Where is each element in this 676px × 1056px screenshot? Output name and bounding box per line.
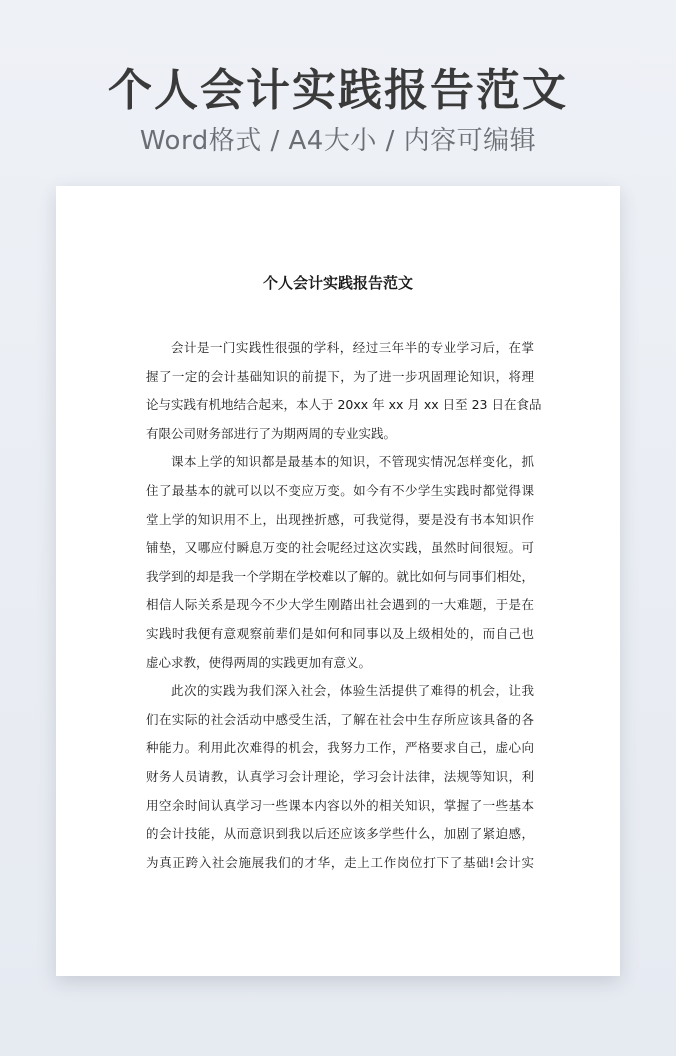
paragraph [146,677,534,877]
text-line: 用空余时间认真学习一些课本内容以外的相关知识，掌握了一些基本 [146,797,534,813]
text-line: 有限公司财务部进行了为期两周的专业实践。 [146,425,397,441]
text-line: 铺垫，又哪应付瞬息万变的社会呢经过这次实践，虽然时间很短。可 [146,540,534,556]
banner-subtitle: Word格式 / A4大小 / 内容可编辑 [139,126,537,156]
text-line: 相信人际关系是现今不少大学生刚踏出社会遇到的一大难题，于是在 [146,597,534,613]
text-line: 虚心求教，使得两周的实践更加有意义。 [146,654,372,670]
text-line: 种能力。利用此次难得的机会，我努力工作，严格要求自己，虚心向 [146,740,534,756]
document-page [56,186,620,976]
paragraph [146,448,534,677]
text-line: 财务人员请教，认真学习会计理论，学习会计法律，法规等知识，利 [146,768,534,784]
text-line: 住了最基本的就可以以不变应万变。如今有不少学生实践时都觉得课 [146,482,534,498]
paragraph [146,334,542,448]
text-line: 我学到的却是我一个学期在学校难以了解的。就比如何与同事们相处， [146,568,534,584]
text-line: 为真正跨入社会施展我们的才华，走上工作岗位打下了基础!会计实 [146,854,534,870]
text-line: 论与实践有机地结合起来，本人于 20xx 年 xx 月 xx 日至 23 日在食品 [146,397,542,413]
text-line: 的会计技能，从而意识到我以后还应该多学些什么，加剧了紧迫感， [146,826,534,842]
text-line: 实践时我便有意观察前辈们是如何和同事以及上级相处的，而自己也 [146,625,534,641]
banner [0,62,676,158]
document-body [146,334,542,877]
text-line: 会计是一门实践性很强的学科，经过三年半的专业学习后，在掌 [171,340,534,355]
text-line: 握了一定的会计基础知识的前提下，为了进一步巩固理论知识，将理 [146,368,534,384]
document-title: 个人会计实践报告范文 [262,274,413,292]
text-line: 课本上学的知识都是最基本的知识，不管现实情况怎样变化，抓 [171,454,534,470]
banner-title: 个人会计实践报告范文 [108,65,568,116]
text-line: 们在实际的社会活动中感受生活，了解在社会中生存所应该具备的各 [146,711,534,727]
text-line: 此次的实践为我们深入社会，体验生活提供了难得的机会，让我 [171,683,534,699]
text-line: 堂上学的知识用不上，出现挫折感，可我觉得，要是没有书本知识作 [146,511,534,527]
